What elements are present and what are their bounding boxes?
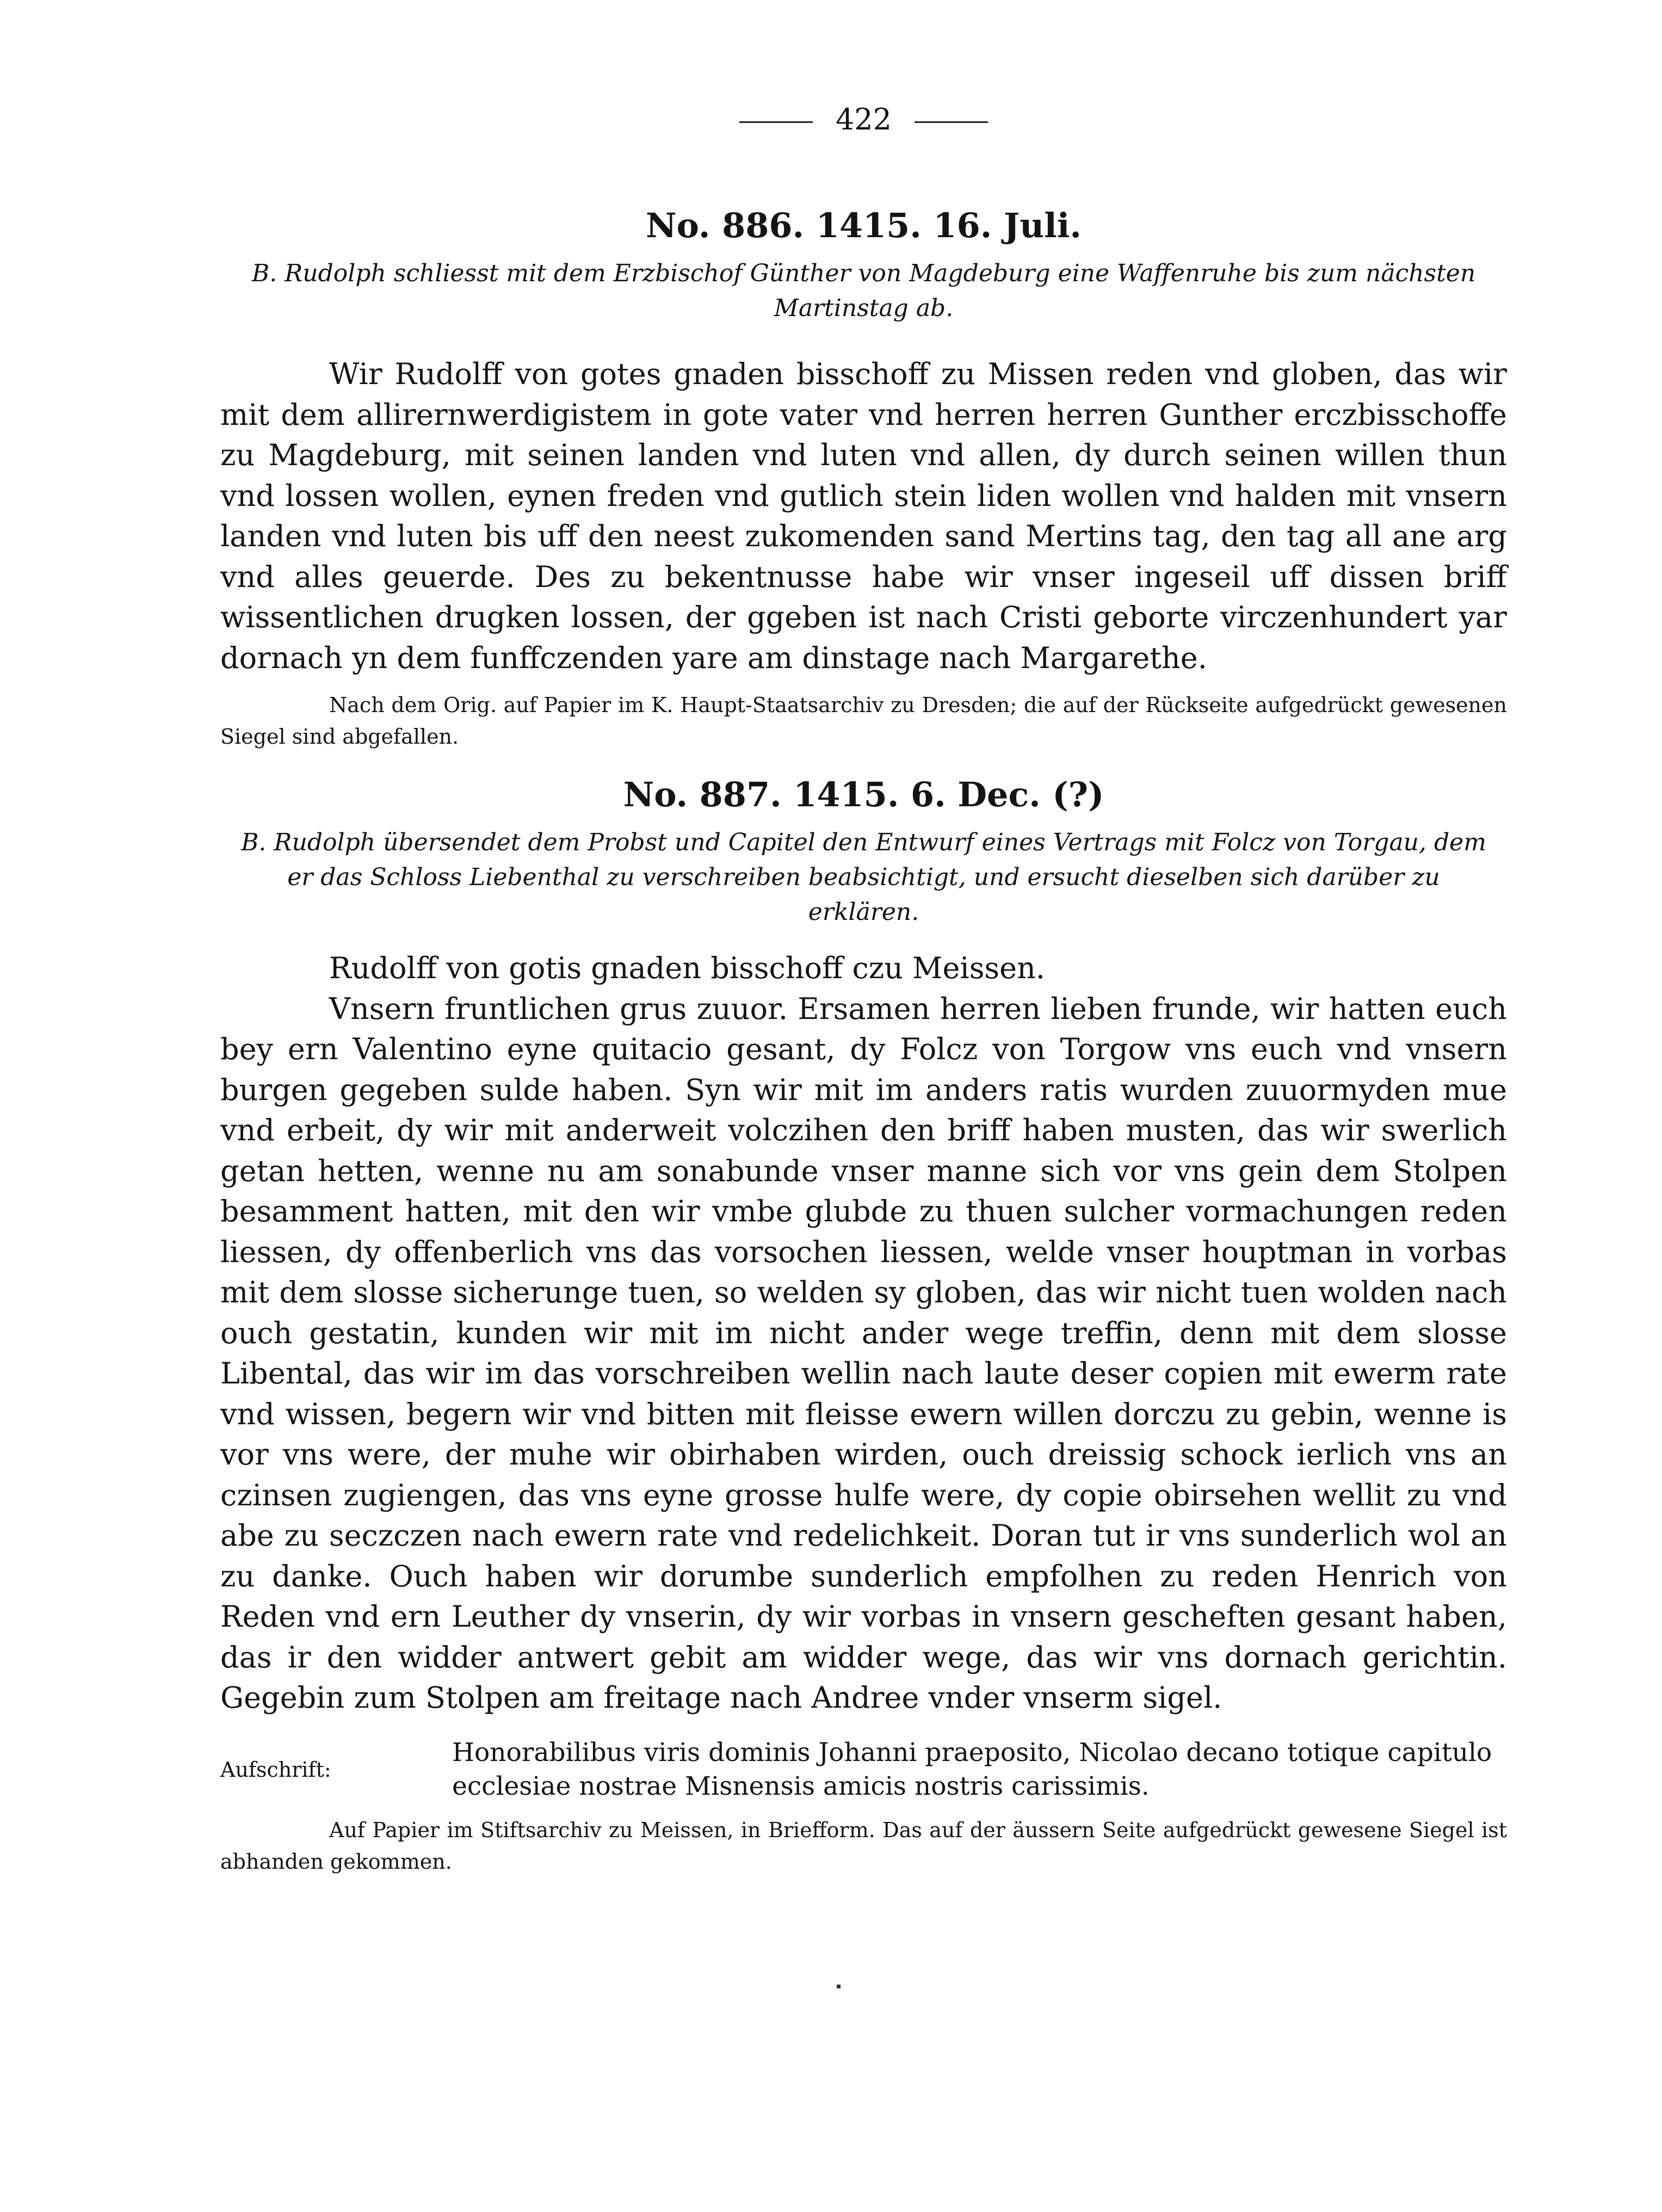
document-title: No. 887. 1415. 6. Dec. (?): [623, 775, 1104, 814]
address-label: Aufschrift:: [220, 1757, 331, 1782]
document-886: [220, 199, 1507, 752]
address-text: Honorabilibus viris dominis Johanni praeposito, Nicolao decano totique capitulo ecclesiae nostrae Misnensis amicis nostris carissimis.: [452, 1737, 1492, 1801]
document-regest: B. Rudolph übersendet dem Probst und Capitel den Entwurf eines Vertrags mit Folcz von Torgau, dem er das Schloss Liebenthal zu verschreiben beabsichtigt, und ersucht dieselben sich darüber zu erklären.: [241, 829, 1486, 926]
document-opening-line: Rudolff von gotis gnaden bisschoff czu Meissen.: [329, 951, 1046, 985]
document-address: [220, 1736, 1507, 1803]
page: [220, 92, 1507, 1877]
document-body-paragraph: Vnsern fruntlichen grus zuuor. Ersamen herren lieben frunde, wir hatten euch bey ern Valentino eyne quitacio gesant, dy Folcz von Torgow vns euch vnd vnsern burgen gegeben sulde haben. Syn wir mit im anders ratis wurden zuuormyden mue vnd erbeit, dy wir mit anderweit volczihen den briff haben musten, das wir swerlich getan hetten, wenne nu am sonabunde vnser manne sich vor vns gein dem Stolpen besamment hatten, mit den wir vmbe glubde zu thuen sulcher vormachungen reden liessen, dy offenberlich vns das vorsochen liessen, welde vnser houptman in vorbas mit dem slosse sicherunge tuen, so welden sy globen, das wir nicht tuen wolden nach ouch gestatin, kunden wir mit im nicht ander wege treffin, denn mit dem slosse Libental, das wir im das vorschreiben wellin nach laute deser copien mit ewerm rate vnd wissen, begern wir vnd bitten mit fleisse ewern willen dorczu zu gebin, wenne is vor vns were, der muhe wir obirhaben wirden, ouch dreissig schock ierlich vns an czinsen zugiengen, das vns eyne grosse hulfe were, dy copie obirsehen wellit zu vnd abe zu seczczen nach ewern rate vnd redelichkeit. Doran tut ir vns sunderlich wol an zu danke. Ouch haben wir dorumbe sunderlich empfolhen zu reden Henrich von Reden vnd ern Leuther dy vnserin, dy wir vorbas in vnsern gescheften gesant haben, das ir den widder antwert gebit am widder wege, das wir vns dornach gerichtin. Gegebin zum Stolpen am freitage nach Andree vnder vnserm sigel.: [220, 991, 1507, 1715]
page-header: [220, 92, 1507, 147]
document-source-note: Auf Papier im Stiftsarchiv zu Meissen, in Briefform. Das auf der äussern Seite aufgedrückt gewesene Siegel ist abhanden gekommen.: [220, 1818, 1507, 1874]
document-title: No. 886. 1415. 16. Juli.: [646, 206, 1082, 245]
document-source-note: Nach dem Orig. auf Papier im K. Haupt-Staatsarchiv zu Dresden; die auf der Rückseite aufgedrückt gewesenen Siegel sind abgefallen.: [220, 693, 1507, 749]
document-887: [220, 768, 1507, 1877]
header-rule-right: [915, 121, 988, 123]
print-speck: [837, 1985, 841, 1988]
document-body-paragraph: Wir Rudolff von gotes gnaden bisschoff zu Missen reden vnd globen, das wir mit dem allirernwerdigistem in gote vater vnd herren herren Gunther erczbisschoffe zu Magdeburg, mit seinen landen vnd luten vnd allen, dy durch seinen willen thun vnd lossen wollen, eynen freden vnd gutlich stein liden wollen vnd halden mit vnsern landen vnd luten bis uff den neest zukomenden sand Mertins tag, den tag all ane arg vnd alles geuerde. Des zu bekentnusse habe wir vnser ingeseil uff dissen briff wissentlichen drugken lossen, der ggeben ist nach Cristi geborte virczenhundert yar dornach yn dem funffczenden yare am dinstage nach Margarethe.: [220, 357, 1507, 675]
header-rule-left: [739, 121, 813, 123]
document-regest: B. Rudolph schliesst mit dem Erzbischof Günther von Magdeburg eine Waffenruhe bis zum nächsten Martinstag ab.: [251, 259, 1476, 322]
page-number: 422: [835, 102, 892, 137]
